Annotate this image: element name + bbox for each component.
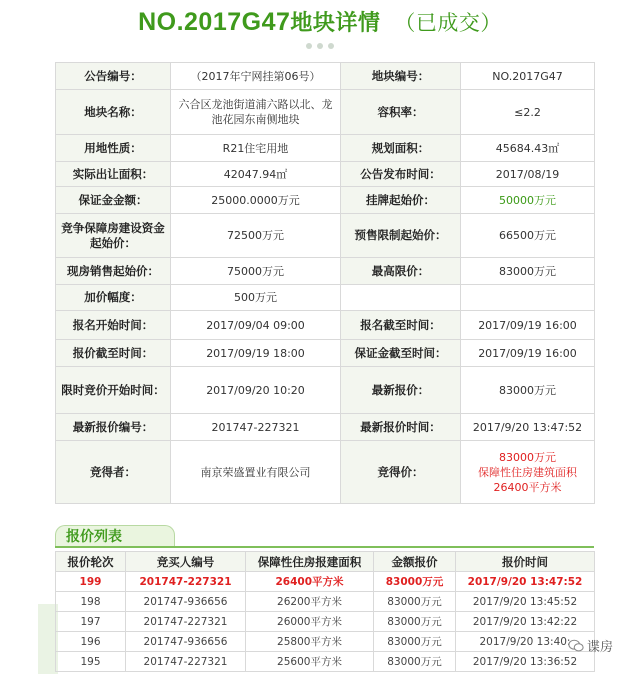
col-header-time: 报价时间 (456, 552, 595, 572)
bid-time: 2017/9/20 13:47:52 (456, 572, 595, 592)
latest-bid-time-value: 2017/9/20 13:47:52 (461, 414, 595, 441)
bid-area: 25600平方米 (246, 652, 374, 672)
current-sale-start-value: 75000万元 (171, 258, 341, 285)
plot-ratio-label: 容积率： (341, 90, 461, 135)
increment-label: 加价幅度： (56, 285, 171, 311)
plot-ratio-value: ≤2.2 (461, 90, 595, 135)
bid-end-label: 报价截至时间： (56, 340, 171, 367)
empty-cell (461, 285, 595, 311)
deposit-end-value: 2017/09/19 16:00 (461, 340, 595, 367)
deposit-end-label: 保证金截至时间： (341, 340, 461, 367)
bidder-no: 201747-227321 (126, 572, 246, 592)
win-price-note: 保障性住房建筑面积 (478, 465, 577, 479)
bid-round: 198 (56, 592, 126, 612)
latest-bid-time-label: 最新报价时间： (341, 414, 461, 441)
planned-area-label: 规划面积： (341, 135, 461, 162)
bid-end-value: 2017/09/19 18:00 (171, 340, 341, 367)
limited-bid-start-value: 2017/09/20 10:20 (171, 367, 341, 414)
col-header-area: 保障性住房报建面积 (246, 552, 374, 572)
bid-amount: 83000万元 (374, 572, 456, 592)
col-header-bidder: 竞买人编号 (126, 552, 246, 572)
bid-area: 26200平方米 (246, 592, 374, 612)
reg-start-label: 报名开始时间： (56, 311, 171, 340)
bid-list-table (55, 551, 595, 672)
limited-bid-start-label: 限时竞价开始时间： (56, 367, 171, 414)
reg-end-label: 报名截至时间： (341, 311, 461, 340)
winner-value: 南京荣盛置业有限公司 (171, 441, 341, 504)
win-price-label: 竞得价： (341, 441, 461, 504)
col-header-round: 报价轮次 (56, 552, 126, 572)
watermark-text: 谍房 (587, 640, 614, 655)
publish-time-value: 2017/08/19 (461, 162, 595, 187)
parcel-no-label: 地块编号： (341, 63, 461, 90)
deal-status: （已成交） (394, 11, 502, 35)
bid-round: 196 (56, 632, 126, 652)
land-use-value: R21住宅用地 (171, 135, 341, 162)
parcel-name-label: 地块名称： (56, 90, 171, 135)
presale-limit-label: 预售限制起始价： (341, 214, 461, 258)
page-title (0, 6, 640, 37)
chat-bubble-icon (568, 639, 584, 653)
increment-value: 500万元 (171, 285, 341, 311)
deposit-label: 保证金金额： (56, 187, 171, 214)
transfer-area-label: 实际出让面积： (56, 162, 171, 187)
bid-round: 199 (56, 572, 126, 592)
latest-bid-label: 最新报价： (341, 367, 461, 414)
transfer-area-value: 42047.94㎡ (171, 162, 341, 187)
current-sale-start-label: 现房销售起始价： (56, 258, 171, 285)
section-divider (55, 546, 594, 548)
latest-bid-no-value: 201747-227321 (171, 414, 341, 441)
col-header-amount: 金额报价 (374, 552, 456, 572)
empty-cell (341, 285, 461, 311)
win-price-value (461, 441, 595, 504)
max-price-value: 83000万元 (461, 258, 595, 285)
latest-bid-no-label: 最新报价编号： (56, 414, 171, 441)
bidder-no: 201747-227321 (126, 612, 246, 632)
bidder-no: 201747-936656 (126, 632, 246, 652)
bid-amount: 83000万元 (374, 632, 456, 652)
table-row (56, 572, 595, 592)
bid-time: 2017/9/20 13:45:52 (456, 592, 595, 612)
bid-time: 2017/9/20 13:42:22 (456, 612, 595, 632)
parcel-detail-table (55, 62, 595, 504)
planned-area-value: 45684.43㎡ (461, 135, 595, 162)
land-use-label: 用地性质： (56, 135, 171, 162)
bid-amount: 83000万元 (374, 652, 456, 672)
parcel-code: NO.2017G47 (138, 8, 291, 36)
table-row (56, 592, 595, 612)
win-price-area: 26400平方米 (493, 480, 562, 494)
bidder-no: 201747-227321 (126, 652, 246, 672)
publish-time-label: 公告发布时间： (341, 162, 461, 187)
title-divider-dots (304, 41, 336, 51)
bid-amount: 83000万元 (374, 612, 456, 632)
winner-label: 竞得者： (56, 441, 171, 504)
max-price-label: 最高限价： (341, 258, 461, 285)
bid-area: 25800平方米 (246, 632, 374, 652)
announcement-no-label: 公告编号： (56, 63, 171, 90)
presale-limit-value: 66500万元 (461, 214, 595, 258)
bid-round: 197 (56, 612, 126, 632)
bid-round: 195 (56, 652, 126, 672)
deposit-value: 25000.0000万元 (171, 187, 341, 214)
bidder-no: 201747-936656 (126, 592, 246, 612)
start-price-label: 挂牌起始价： (341, 187, 461, 214)
announcement-no-value: （2017年宁网挂第06号） (171, 63, 341, 90)
bid-time: 2017/9/20 13:36:52 (456, 652, 595, 672)
latest-bid-value: 83000万元 (461, 367, 595, 414)
affordable-start-label: 竞争保障房建设资金起始价： (56, 214, 171, 258)
title-text: 地块详情 (290, 11, 381, 36)
bid-list-tab[interactable]: 报价列表 (55, 525, 175, 547)
reg-end-value: 2017/09/19 16:00 (461, 311, 595, 340)
reg-start-value: 2017/09/04 09:00 (171, 311, 341, 340)
table-row (56, 632, 595, 652)
watermark (568, 636, 613, 655)
bid-area: 26400平方米 (246, 572, 374, 592)
bid-area: 26000平方米 (246, 612, 374, 632)
table-row (56, 652, 595, 672)
parcel-name-value: 六合区龙池街道浦六路以北、龙池花园东南侧地块 (171, 90, 341, 135)
win-price-amount: 83000万元 (499, 450, 556, 464)
bid-time: 2017/9/20 13:40: (456, 632, 595, 652)
table-row (56, 612, 595, 632)
affordable-start-value: 72500万元 (171, 214, 341, 258)
bid-amount: 83000万元 (374, 592, 456, 612)
start-price-value: 50000万元 (461, 187, 595, 214)
parcel-no-value: NO.2017G47 (461, 63, 595, 90)
